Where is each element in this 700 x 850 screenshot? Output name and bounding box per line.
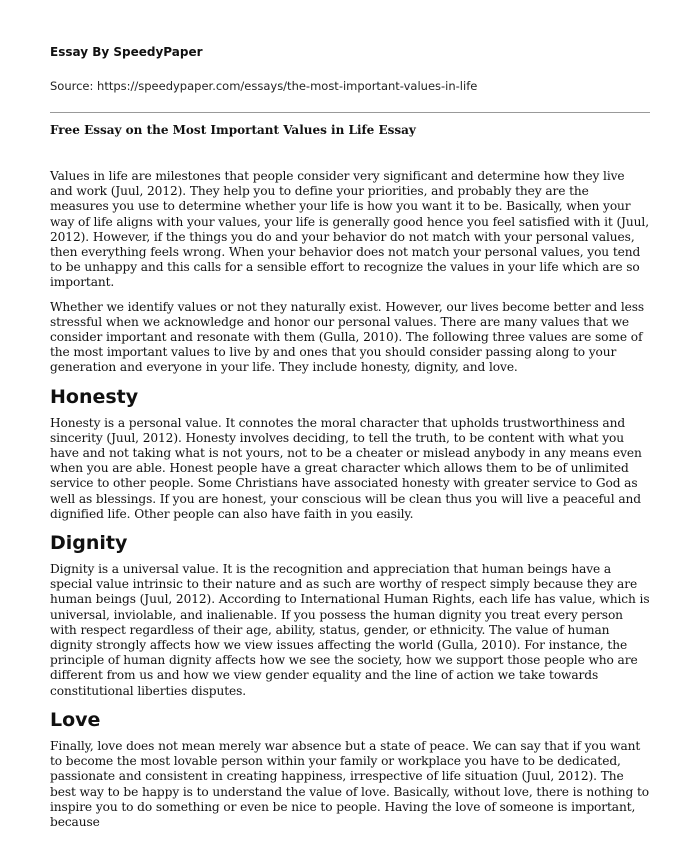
essay-title: Free Essay on the Most Important Values in Life Essay — [50, 123, 416, 137]
intro-paragraph-1: Values in life are milestones that people consider very significant and determine how they live and work (Juul, 2012). They help you to define your priorities, and probably they are the measures you use to determine whether your life is how you want it to be. Basically, when your way of life aligns with your values, your life is generally good hence you feel satisfied with it (Juul, 2012). However, if the things you do and your behavior do not match with your personal values, then everything feels wrong. When your behavior does not match your personal values, you tend to be unhappy and this calls for a sensible effort to recognize the values in your life which are so important. — [50, 169, 649, 290]
section-heading-love: Love — [50, 708, 101, 731]
section-heading-dignity: Dignity — [50, 532, 128, 555]
section-text-love: Finally, love does not mean merely war absence but a state of peace. We can say that if you want to become the most lovable person within your family or workplace you have to be dedicated, passionate and consistent in creating happiness, irrespective of life situation (Juul, 2012). The best way to be happy is to understand the value of love. Basically, without love, there is nothing to inspire you to do something or even be nice to people. Having the love of someone is important, because — [50, 738, 649, 829]
document-header-title: Essay By SpeedyPaper — [50, 45, 203, 59]
section-text-dignity: Dignity is a universal value. It is the recognition and appreciation that human beings have a special value intrinsic to their nature and as such are worthy of respect simply because they are human beings (Juul, 2012). According to International Human Rights, each life has value, which is universal, inviolable, and inalienable. If you possess the human dignity you treat every person with respect regardless of their age, ability, status, gender, or ethnicity. The value of human dignity strongly affects how we view issues affecting the world (Gulla, 2010). For instance, the principle of human dignity affects how we see the society, how we support those people who are different from us and how we view gender equality and the line of action we take towards constitutional liberties disputes. — [50, 562, 650, 698]
section-heading-honesty: Honesty — [50, 385, 139, 408]
header-divider — [50, 112, 650, 113]
intro-paragraph-2: Whether we identify values or not they naturally exist. However, our lives become better and less stressful when we acknowledge and honor our personal values. There are many values that we consider important and resonate with them (Gulla, 2010). The following three values are some of the most important values to live by and ones that you should consider passing along to your generation and everyone in your life. They include honesty, dignity, and love. — [50, 299, 645, 375]
source-line: Source: https://speedypaper.com/essays/the-most-important-values-in-life — [50, 79, 478, 93]
section-text-honesty: Honesty is a personal value. It connotes the moral character that upholds trustworthiness and sincerity (Juul, 2012). Honesty involves deciding, to tell the truth, to be content with what you have and not taking what is not yours, not to be a cheater or mislead anybody in any means even when you are able. Honest people have a great character which allows them to be of unlimited service to other people. Some Christians have associated honesty with greater service to God as well as blessings. If you are honest, your conscious will be clean thus you will live a peaceful and dignified life. Other people can also have faith in you easily. — [50, 415, 642, 521]
essay-body — [50, 169, 650, 830]
